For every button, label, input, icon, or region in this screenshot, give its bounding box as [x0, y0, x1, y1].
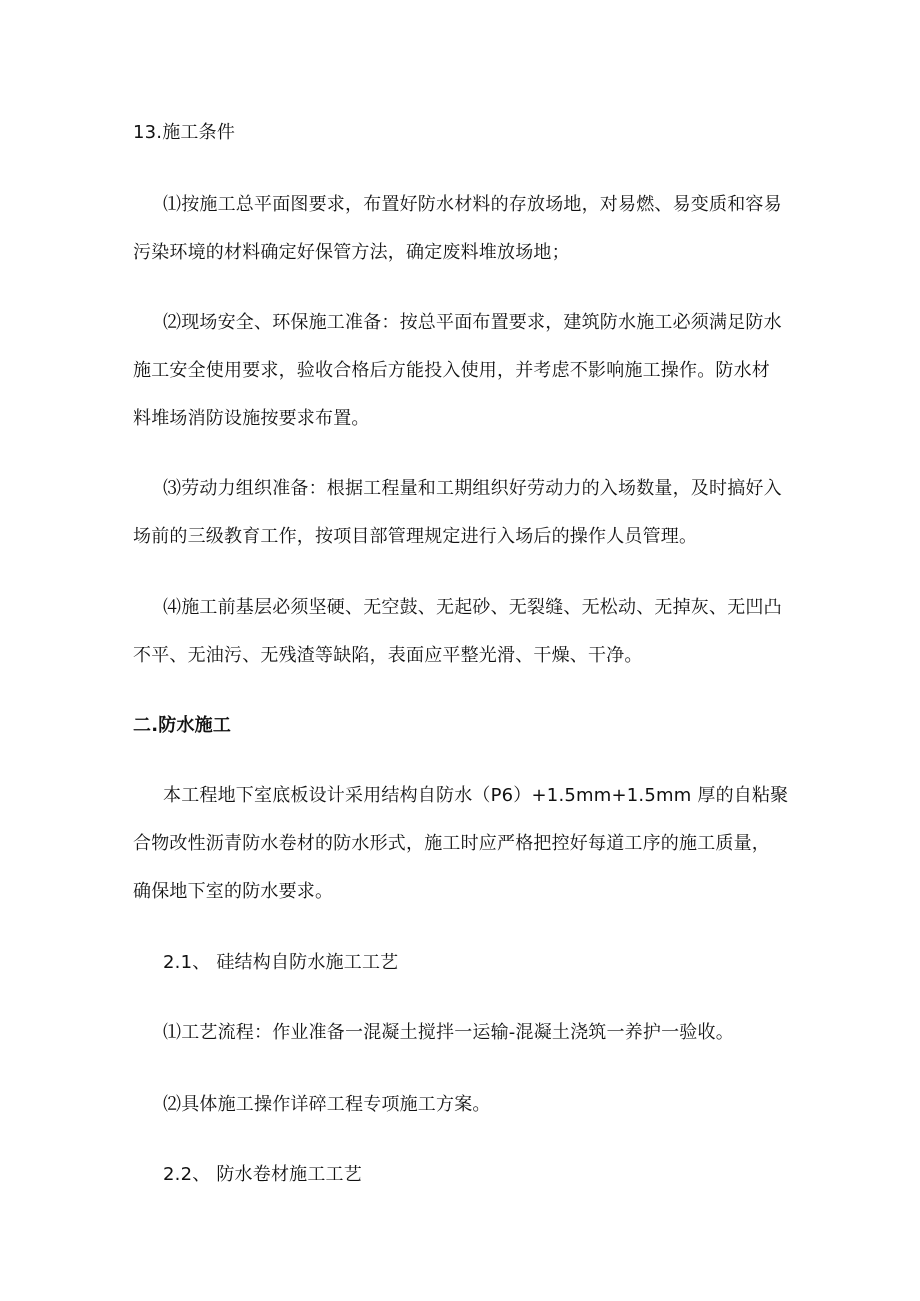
intro-line-2: 合物改性沥青防水卷材的防水形式，施工时应严格把控好每道工序的施工质量， [133, 833, 770, 854]
item-3-line-1: ⑶劳动力组织准备：根据工程量和工期组织好劳动力的入场数量，及时搞好入 [163, 478, 782, 499]
subsection-2-1-item-1: ⑴工艺流程：作业准备一混凝土搅拌一运输-混凝土浇筑一养护一验收。 [163, 1022, 734, 1043]
item-2-line-1: ⑵现场安全、环保施工准备：按总平面布置要求，建筑防水施工必须满足防水 [163, 312, 782, 333]
item-1-line-1: ⑴按施工总平面图要求，布置好防水材料的存放场地，对易燃、易变质和容易 [163, 194, 782, 215]
item-3-line-2: 场前的三级教育工作，按项目部管理规定进行入场后的操作人员管理。 [133, 526, 698, 547]
item-4-line-2: 不平、无油污、无残渣等缺陷，表面应平整光滑、干燥、干净。 [133, 645, 643, 666]
item-2-line-2: 施工安全使用要求，验收合格后方能投入使用，并考虑不影响施工操作。防水材 [133, 360, 770, 381]
intro-line-3: 确保地下室的防水要求。 [133, 881, 334, 902]
subsection-2-1-item-2: ⑵具体施工操作详碎工程专项施工方案。 [163, 1094, 491, 1115]
section-2-heading: 二.防水施工 [133, 715, 232, 736]
item-4-line-1: ⑷施工前基层必须坚硬、无空鼓、无起砂、无裂缝、无松动、无掉灰、无凹凸 [163, 597, 782, 618]
subsection-2-1-heading: 2.1、 硅结构自防水施工工艺 [163, 952, 399, 973]
subsection-2-2-heading: 2.2、 防水卷材施工工艺 [163, 1164, 362, 1185]
item-1-line-2: 污染环境的材料确定好保管方法，确定废料堆放场地； [133, 242, 570, 263]
item-2-line-3: 料堆场消防设施按要求布置。 [133, 408, 370, 429]
intro-line-1: 本工程地下室底板设计采用结构自防水（P6）+1.5mm+1.5mm 厚的自粘聚 [163, 785, 789, 806]
section-13-heading: 13.施工条件 [133, 122, 236, 143]
